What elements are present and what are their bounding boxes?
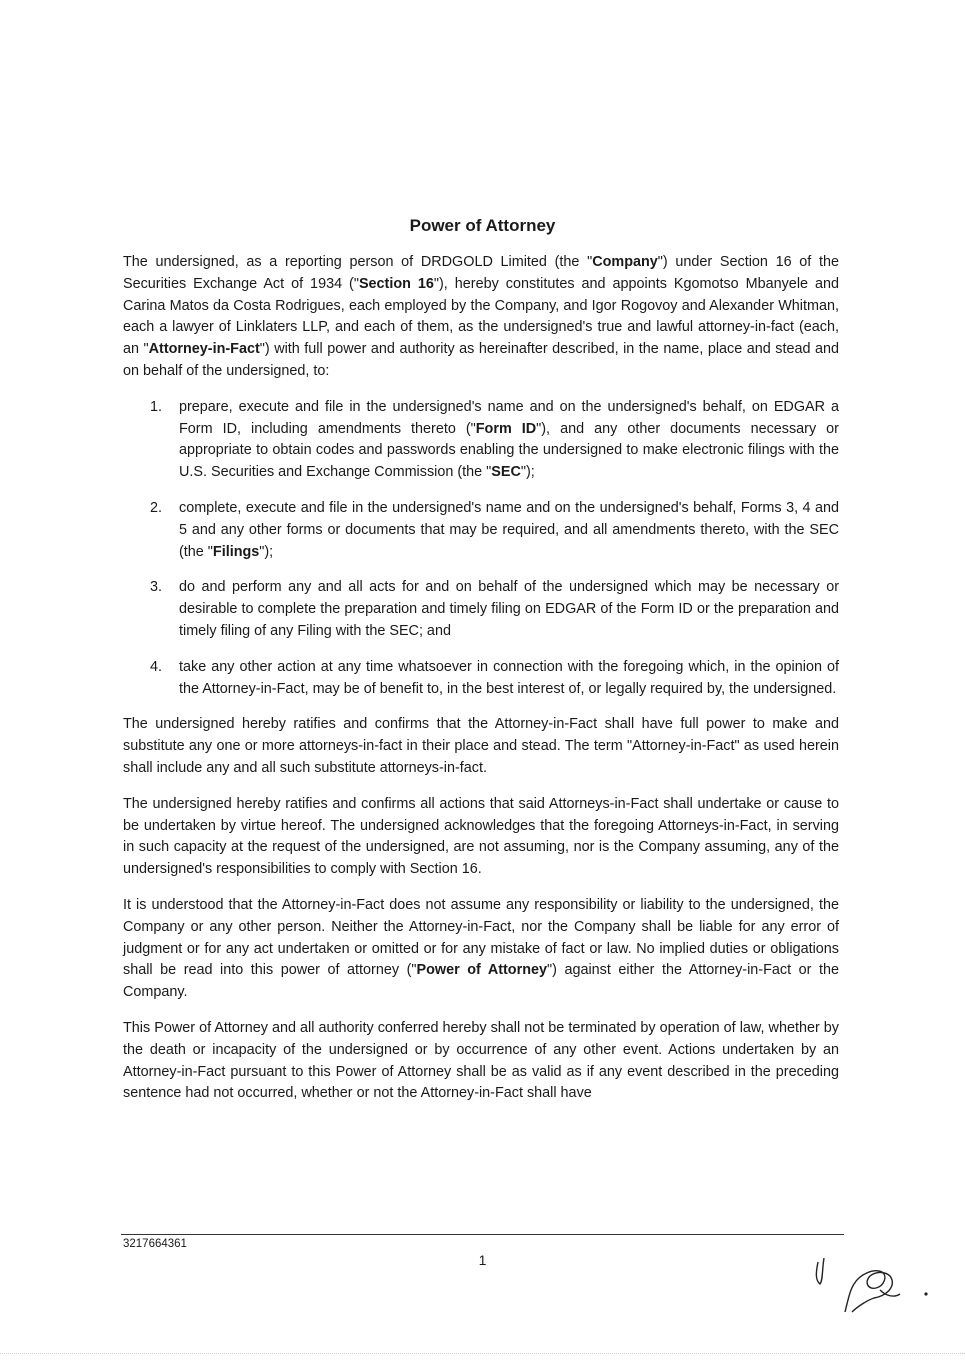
defined-term: Filings xyxy=(212,543,260,560)
intro-paragraph xyxy=(123,252,839,383)
defined-term: Attorney-in-Fact xyxy=(148,341,260,358)
list-item xyxy=(123,657,839,701)
liability-paragraph xyxy=(123,895,839,1004)
text: It is understood that the Attorney-in-Fact does not assume any responsibility or liability to the undersigned, the Company or any other person. Neither the Attorney-in-Fact, nor the Company shall be liable for any error of judgment or for any act undertaken or omitted or for any mistake of fact or law. No implied duties or obligations shall be read into this power of attorney (" xyxy=(123,896,839,979)
item-number: 4. xyxy=(150,658,163,675)
defined-term: SEC xyxy=(491,464,521,481)
page-number: 1 xyxy=(478,1252,487,1268)
text: do and perform any and all acts for and on behalf of the undersigned which may be necessary or desirable to complete the preparation and timely filing on EDGAR of the Form ID or the preparation and timely filing of any Filing with the SEC; and xyxy=(179,579,839,639)
text: "), and any other documents necessary or appropriate to obtain codes and passwords enabling the undersigned to make electronic filings with the U.S. Securities and Exchange Commission (the " xyxy=(179,420,839,481)
text: prepare, execute and file in the undersigned's name and on the undersigned's behalf, on EDGAR a Form ID, including amendments thereto (" xyxy=(179,398,839,437)
text: "), hereby constitutes and appoints Kgomotso Mbanyele and Carina Matos da Costa Rodrigues, each employed by the Company, and Igor Rogovoy and Alexander Whitman, each a lawyer of Linklaters LLP, and each of them, as the undersigned's true and lawful attorney-in-fact (each, an " xyxy=(123,275,839,358)
defined-term: Company xyxy=(592,254,658,270)
text: ") against either the Attorney-in-Fact or the Company. xyxy=(123,962,839,1001)
document-title: Power of Attorney xyxy=(409,216,556,235)
text: ") with full power and authority as hereinafter described, in the name, place and stead and on behalf of the undersigned, to: xyxy=(123,341,839,379)
list-item xyxy=(123,498,839,563)
defined-term: Power of Attorney xyxy=(416,962,547,979)
item-number: 2. xyxy=(150,499,163,516)
text: ") under Section 16 of the Securities Exchange Act of 1934 (" xyxy=(123,254,839,292)
ratification-paragraph: The undersigned hereby ratifies and confirms all actions that said Attorneys-in-Fact shall undertake or cause to be undertaken by virtue hereof. The undersigned acknowledges that the foregoing Attorneys-in-Fact, in serving in such capacity at the request of the undersigned, are not assuming, nor is the Company assuming, any of the undersigned's responsibilities to comply with Section 16. xyxy=(123,795,839,878)
signature-initials-icon xyxy=(810,1250,935,1320)
scan-edge-line xyxy=(0,1353,965,1354)
text: take any other action at any time whatsoever in connection with the foregoing which, in the opinion of the Attorney-in-Fact, may be of benefit to, in the best interest of, or legally required by, the undersigned. xyxy=(179,658,839,697)
powers-list xyxy=(123,397,839,701)
text: "); xyxy=(520,464,535,481)
list-item xyxy=(123,577,839,642)
substitution-paragraph: The undersigned hereby ratifies and confirms that the Attorney-in-Fact shall have full power to make and substitute any one or more attorneys-in-fact in their place and stead. The term "Attorney-in-Fact" as used herein shall include any and all such substitute attorneys-in-fact. xyxy=(123,716,839,776)
document-id: 3217664361 xyxy=(123,1238,187,1250)
item-number: 1. xyxy=(150,398,163,415)
termination-paragraph: This Power of Attorney and all authority conferred hereby shall not be terminated by operation of law, whether by the death or incapacity of the undersigned or by occurrence of any other event. Actions undertaken by an Attorney-in-Fact pursuant to this Power of Attorney shall be as valid as if any event described in the preceding sentence had not occurred, whether or not the Attorney-in-Fact shall have xyxy=(123,1019,839,1102)
text: "); xyxy=(259,543,274,560)
list-item xyxy=(123,397,839,484)
text: complete, execute and file in the undersigned's name and on the undersigned's behalf, Forms 3, 4 and 5 and any other forms or documents that may be required, and all amendments thereto, with the SEC (the " xyxy=(179,499,839,560)
defined-term: Form ID xyxy=(475,420,537,437)
defined-term: Section 16 xyxy=(358,275,434,292)
document-body xyxy=(123,252,839,1119)
text: The undersigned, as a reporting person of DRDGOLD Limited (the " xyxy=(123,254,593,270)
item-number: 3. xyxy=(150,579,163,596)
footer-divider xyxy=(121,1234,844,1235)
